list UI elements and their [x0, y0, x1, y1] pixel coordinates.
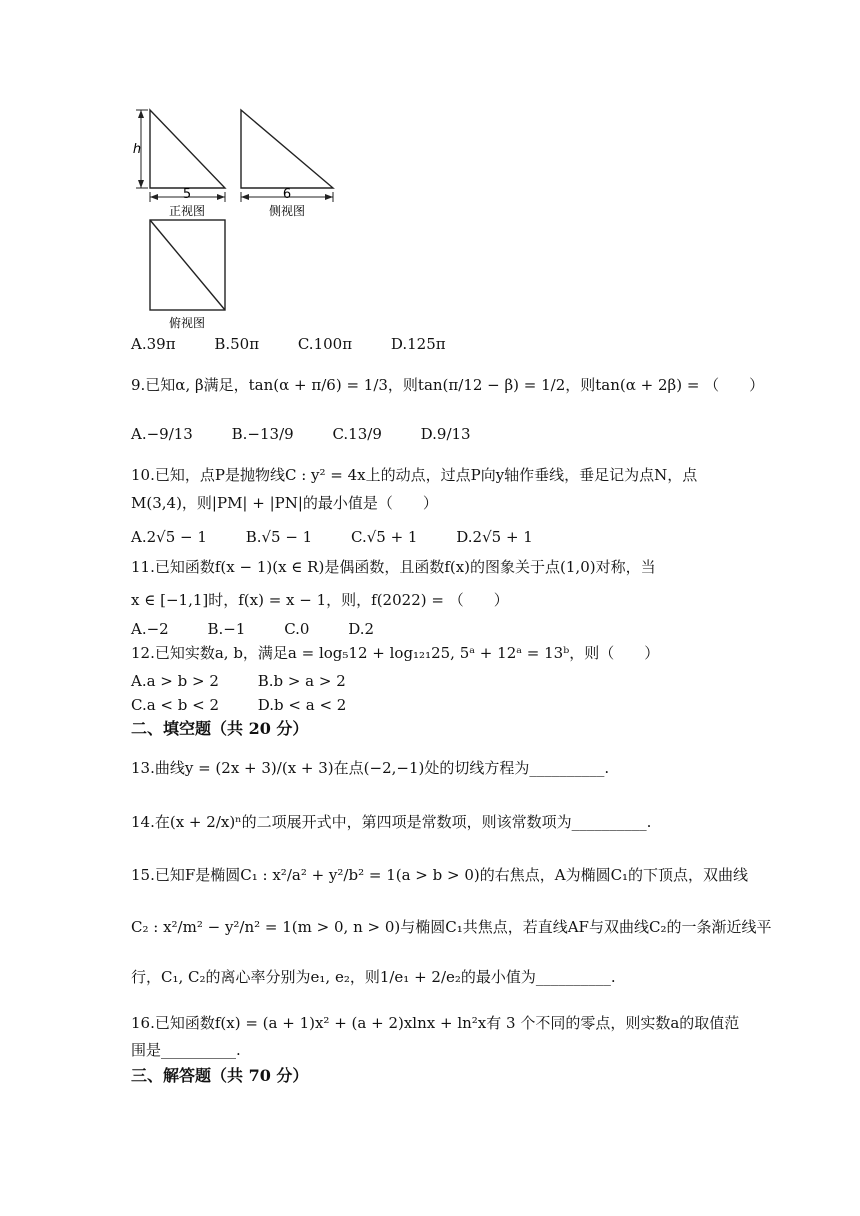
q10-line2: M(3,4)，则|PM| + |PN|的最小值是（ ）: [131, 494, 438, 512]
q16-line2: 围是__________.: [131, 1041, 241, 1059]
q8-option-d: D.125π: [390, 335, 446, 353]
q11-options: [131, 619, 374, 639]
three-view-figure: [128, 100, 348, 335]
top-view: [150, 220, 225, 330]
q10-option-c: C.√5 + 1: [351, 528, 418, 546]
q8-options: [131, 334, 446, 354]
q15-line1: 15.已知F是椭圆C₁ : x²/a² + y²/b² = 1(a > b > 0)的右焦点，A为椭圆C₁的下顶点，双曲线: [131, 866, 749, 884]
q11-option-d: D.2: [348, 620, 375, 638]
q12-options-row1: [131, 671, 346, 691]
q11-line1: 11.已知函数f(x − 1)(x ∈ R)是偶函数，且函数f(x)的图象关于点(1,0)对称，当: [131, 558, 656, 576]
q14-text: 14.在(x + 2/x)ⁿ的二项展开式中，第四项是常数项，则该常数项为__________.: [131, 813, 652, 831]
q12-options-row2: [131, 695, 346, 715]
q11-option-b: B.−1: [207, 620, 246, 638]
q12-option-d: D.b < a < 2: [257, 696, 347, 714]
q8-option-c: C.100π: [297, 335, 353, 353]
q9-option-b: B.−13/9: [231, 425, 294, 443]
q9-option-a: A.−9/13: [131, 425, 193, 443]
q10-line1: 10.已知，点P是抛物线C : y² = 4x上的动点，过点P向y轴作垂线，垂足记为点N，点: [131, 466, 698, 484]
q8-option-b: B.50π: [214, 335, 260, 353]
q12-option-b: B.b > a > 2: [257, 672, 346, 690]
q11-line2: x ∈ [−1,1]时，f(x) = x − 1，则，f(2022) = （ ）: [131, 591, 509, 609]
side-view-label: 侧视图: [268, 204, 306, 218]
q12-option-c: C.a < b < 2: [131, 696, 220, 714]
q10-option-b: B.√5 − 1: [245, 528, 313, 546]
side-width-label: 6: [282, 187, 292, 202]
q12-stem: 12.已知实数a, b，满足a = log₅12 + log₁₂₁25, 5ᵃ + 12ᵃ = 13ᵇ，则（ ）: [131, 644, 660, 662]
q13-text: 13.曲线y = (2x + 3)/(x + 3)在点(−2,−1)处的切线方程为__________.: [131, 759, 610, 777]
front-view-label: 正视图: [168, 204, 206, 218]
q12-option-a: A.a > b > 2: [131, 672, 219, 690]
h-label: h: [132, 142, 142, 157]
section2-heading: 二、填空题（共 20 分）: [131, 719, 309, 738]
q10-option-a: A.2√5 − 1: [131, 528, 207, 546]
q10-options: [131, 527, 533, 547]
q8-option-a: A.39π: [131, 335, 176, 353]
q9-stem: 9.已知α, β满足，tan(α + π/6) = 1/3，则tan(π/12 − β) = 1/2，则tan(α + 2β) = （ ）: [131, 376, 765, 394]
side-view: [241, 110, 333, 218]
front-view: [133, 110, 225, 218]
q16-line1: 16.已知函数f(x) = (a + 1)x² + (a + 2)xlnx + ln²x有 3 个不同的零点，则实数a的取值范: [131, 1014, 740, 1032]
front-width-label: 5: [182, 187, 192, 202]
q15-line2: C₂ : x²/m² − y²/n² = 1(m > 0, n > 0)与椭圆C₁共焦点，若直线AF与双曲线C₂的一条渐近线平: [131, 918, 772, 936]
q11-option-a: A.−2: [131, 620, 169, 638]
q11-option-c: C.0: [284, 620, 310, 638]
q9-option-c: C.13/9: [332, 425, 382, 443]
q9-options: [131, 424, 471, 444]
q15-line3: 行，C₁, C₂的离心率分别为e₁, e₂，则1/e₁ + 2/e₂的最小值为__________.: [131, 968, 616, 986]
section3-heading: 三、解答题（共 70 分）: [131, 1066, 309, 1085]
q10-option-d: D.2√5 + 1: [456, 528, 533, 546]
q9-option-d: D.9/13: [420, 425, 471, 443]
top-view-label: 俯视图: [168, 316, 206, 330]
